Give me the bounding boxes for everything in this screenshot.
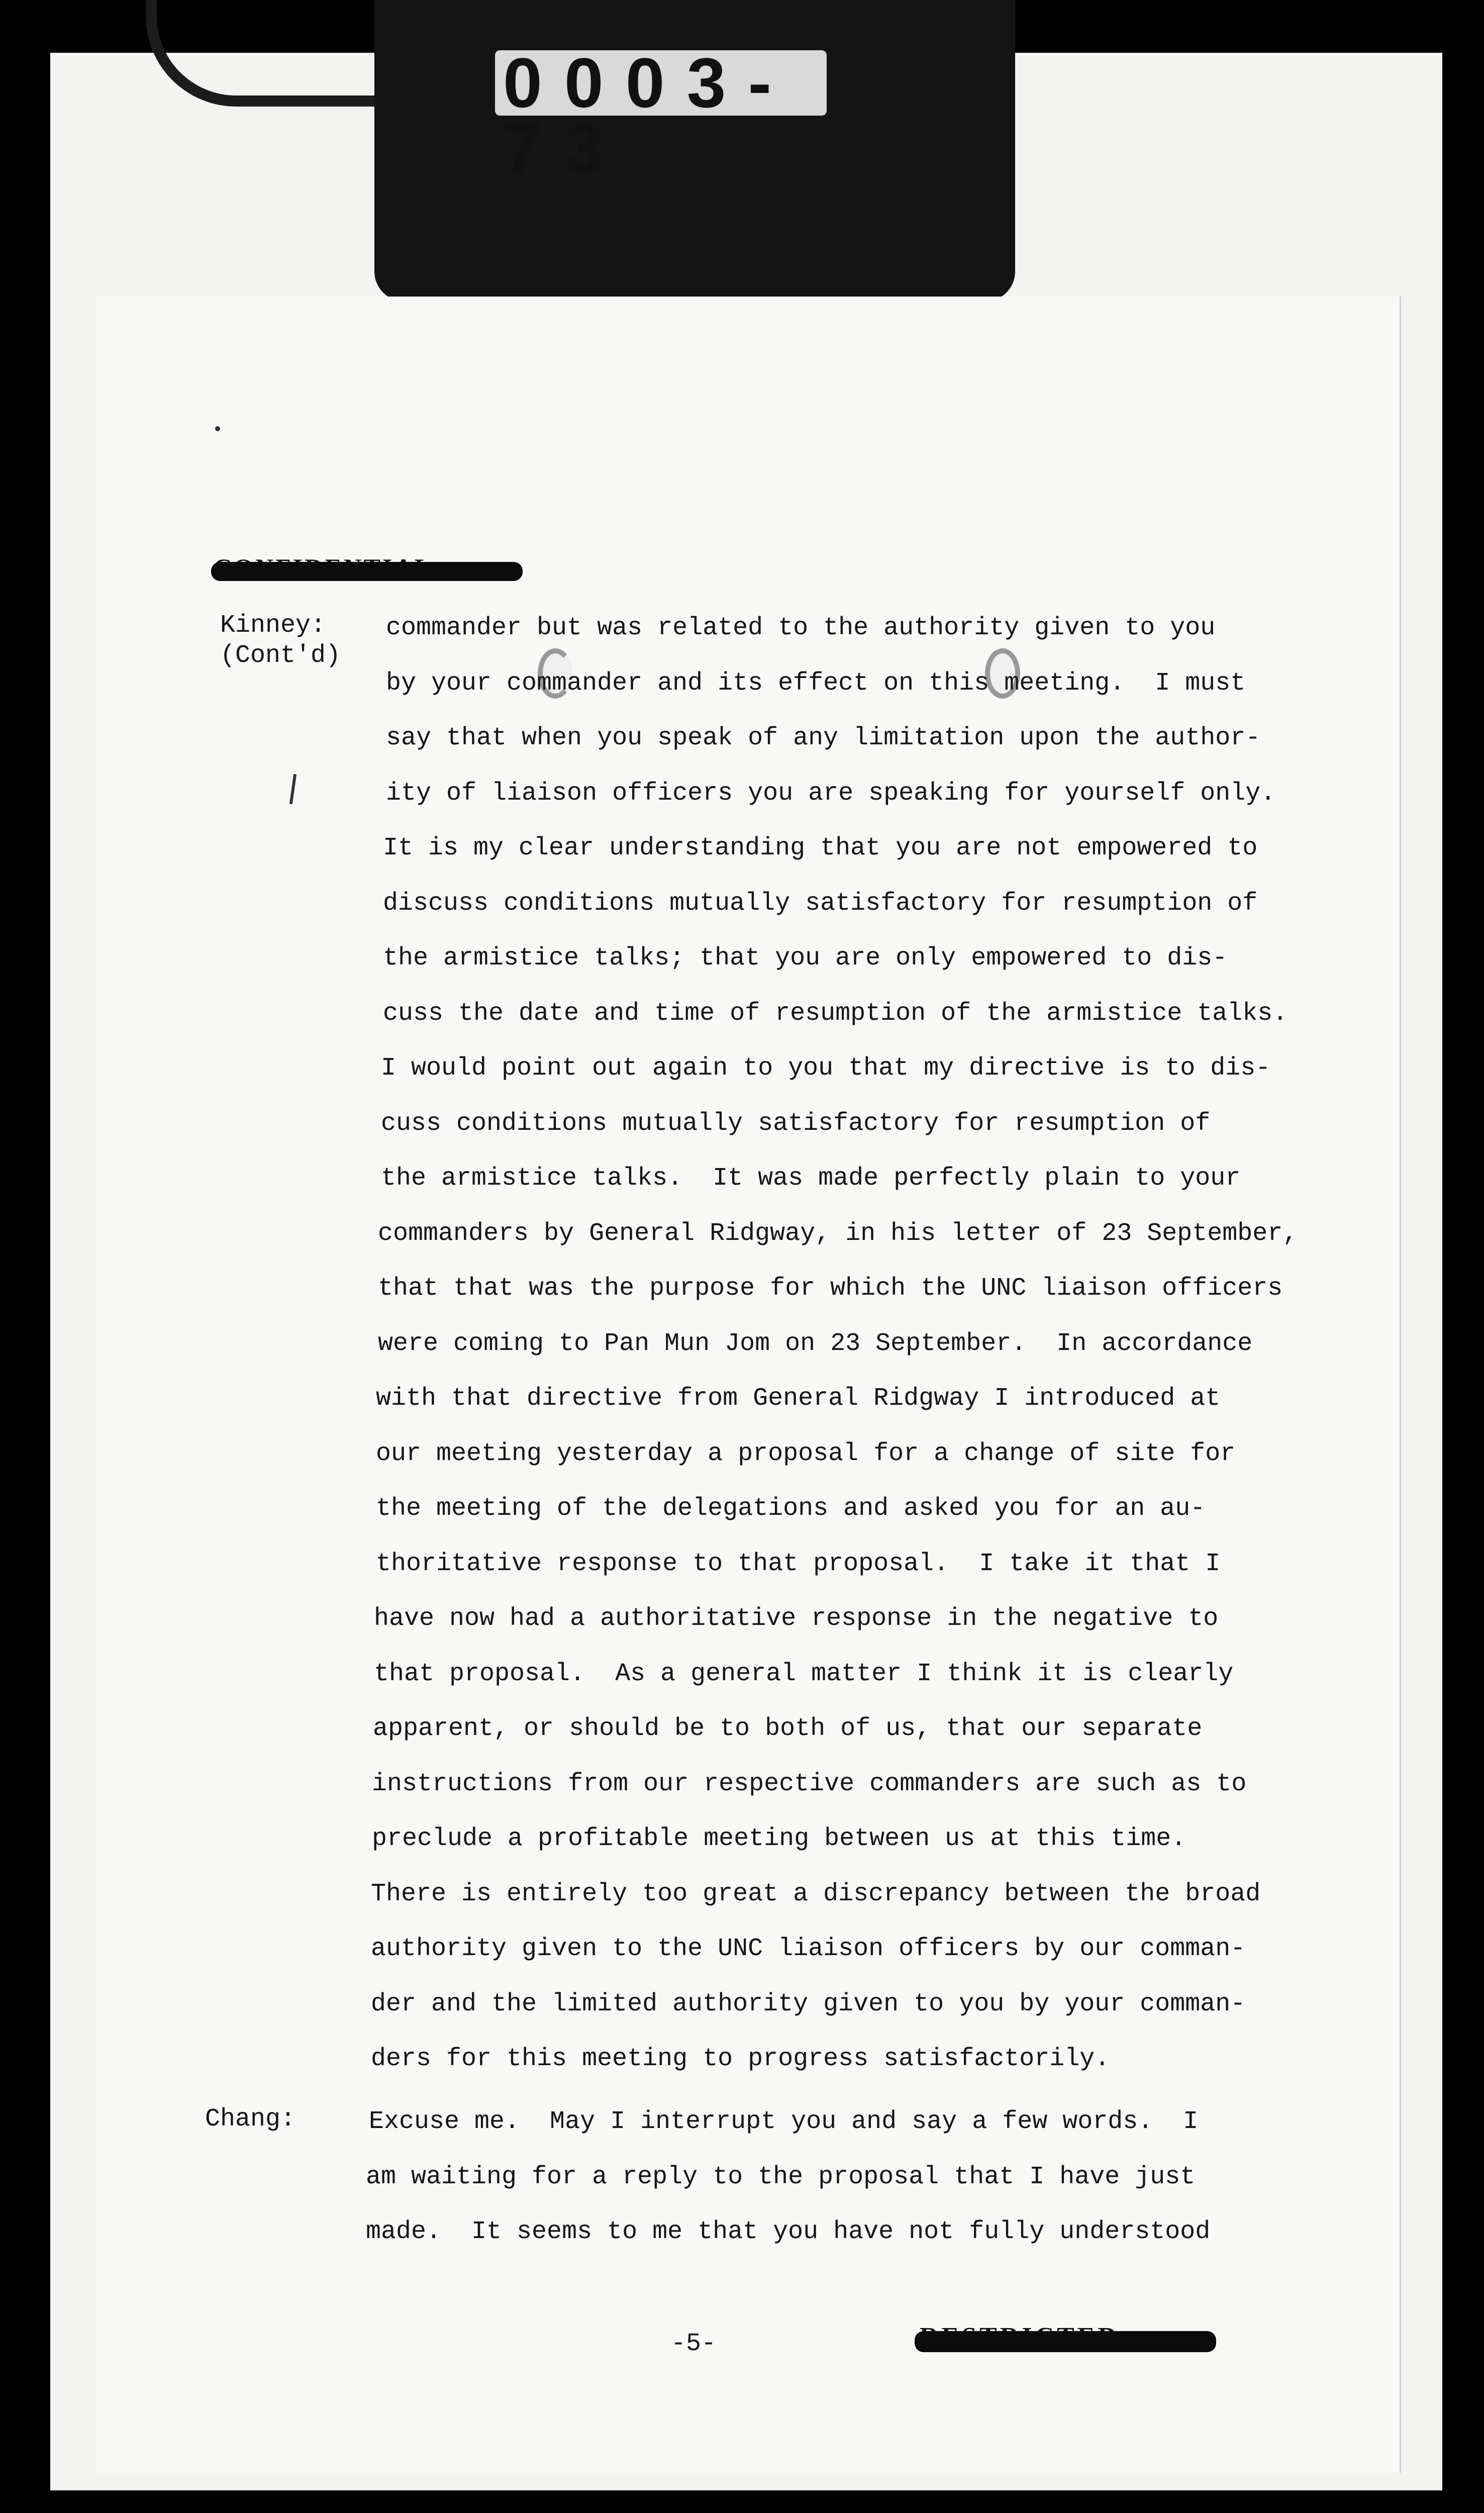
body-line: that that was the purpose for which the UNC liaison officers — [378, 1274, 1283, 1303]
body-line: der and the limited authority given to you by your comman- — [371, 1990, 1246, 2018]
body-line: There is entirely too great a discrepancy between the broad — [371, 1880, 1261, 1908]
body-line: have now had a authoritative response in the negative to — [374, 1604, 1219, 1633]
classification-stamp-bottom — [920, 2322, 1120, 2352]
redaction-bar-top — [211, 562, 523, 581]
body-line: apparent, or should be to both of us, that our separate — [373, 1714, 1203, 1743]
ink-dot — [215, 426, 220, 431]
body-line: instructions from our respective commanders are such as to — [372, 1770, 1247, 1798]
body-line: ders for this meeting to progress satisfactorily. — [371, 2045, 1110, 2073]
body-line: by your commander and its effect on this meeting. I must — [386, 669, 1246, 698]
redaction-bar-bottom — [915, 2331, 1216, 2352]
speaker-label-chang: Chang: — [205, 2105, 296, 2134]
body-line: discuss conditions mutually satisfactory for resumption of — [383, 889, 1258, 918]
body-line: It is my clear understanding that you are not empowered to — [383, 834, 1258, 862]
body-line: cuss the date and time of resumption of the armistice talks. — [383, 999, 1288, 1028]
frame-counter-digits: 0003-73 — [495, 50, 827, 116]
body-line: the armistice talks. It was made perfectly plain to your — [381, 1164, 1241, 1193]
frame-counter-device — [374, 0, 1015, 302]
body-line: cuss conditions mutually satisfactory for resumption of — [381, 1109, 1211, 1138]
page-number: -5- — [671, 2330, 717, 2358]
body-line: am waiting for a reply to the proposal that I have just — [366, 2163, 1196, 2191]
body-line: say that when you speak of any limitation upon the author- — [386, 724, 1261, 752]
body-line: commander but was related to the authority given to you — [386, 614, 1216, 642]
frame-counter — [495, 43, 827, 187]
body-line: the armistice talks; that you are only empowered to dis- — [383, 944, 1228, 973]
speaker-label-kinney: Kinney: (Cont'd) — [220, 611, 341, 670]
body-line: commanders by General Ridgway, in his letter of 23 September, — [378, 1219, 1298, 1248]
body-line: preclude a profitable meeting between us at this time. — [372, 1824, 1186, 1853]
body-line: I would point out again to you that my directive is to dis- — [381, 1054, 1271, 1083]
body-line: our meeting yesterday a proposal for a change of site for — [376, 1439, 1236, 1468]
body-line: the meeting of the delegations and asked you for an au- — [376, 1494, 1206, 1523]
body-line: made. It seems to me that you have not fully understood — [366, 2217, 1211, 2246]
body-line: that proposal. As a general matter I think it is clearly — [374, 1660, 1234, 1688]
body-line: were coming to Pan Mun Jom on 23 September. In accordance — [378, 1329, 1253, 1358]
body-line: ity of liaison officers you are speaking for yourself only. — [386, 779, 1276, 808]
counter-cable — [146, 0, 408, 107]
body-line: with that directive from General Ridgway I introduced at — [376, 1384, 1221, 1413]
body-line: thoritative response to that proposal. I take it that I — [376, 1550, 1221, 1578]
body-line: authority given to the UNC liaison officers by our comman- — [371, 1935, 1246, 1963]
classification-stamp-top — [214, 553, 433, 582]
body-line: Excuse me. May I interrupt you and say a few words. I — [369, 2107, 1199, 2136]
